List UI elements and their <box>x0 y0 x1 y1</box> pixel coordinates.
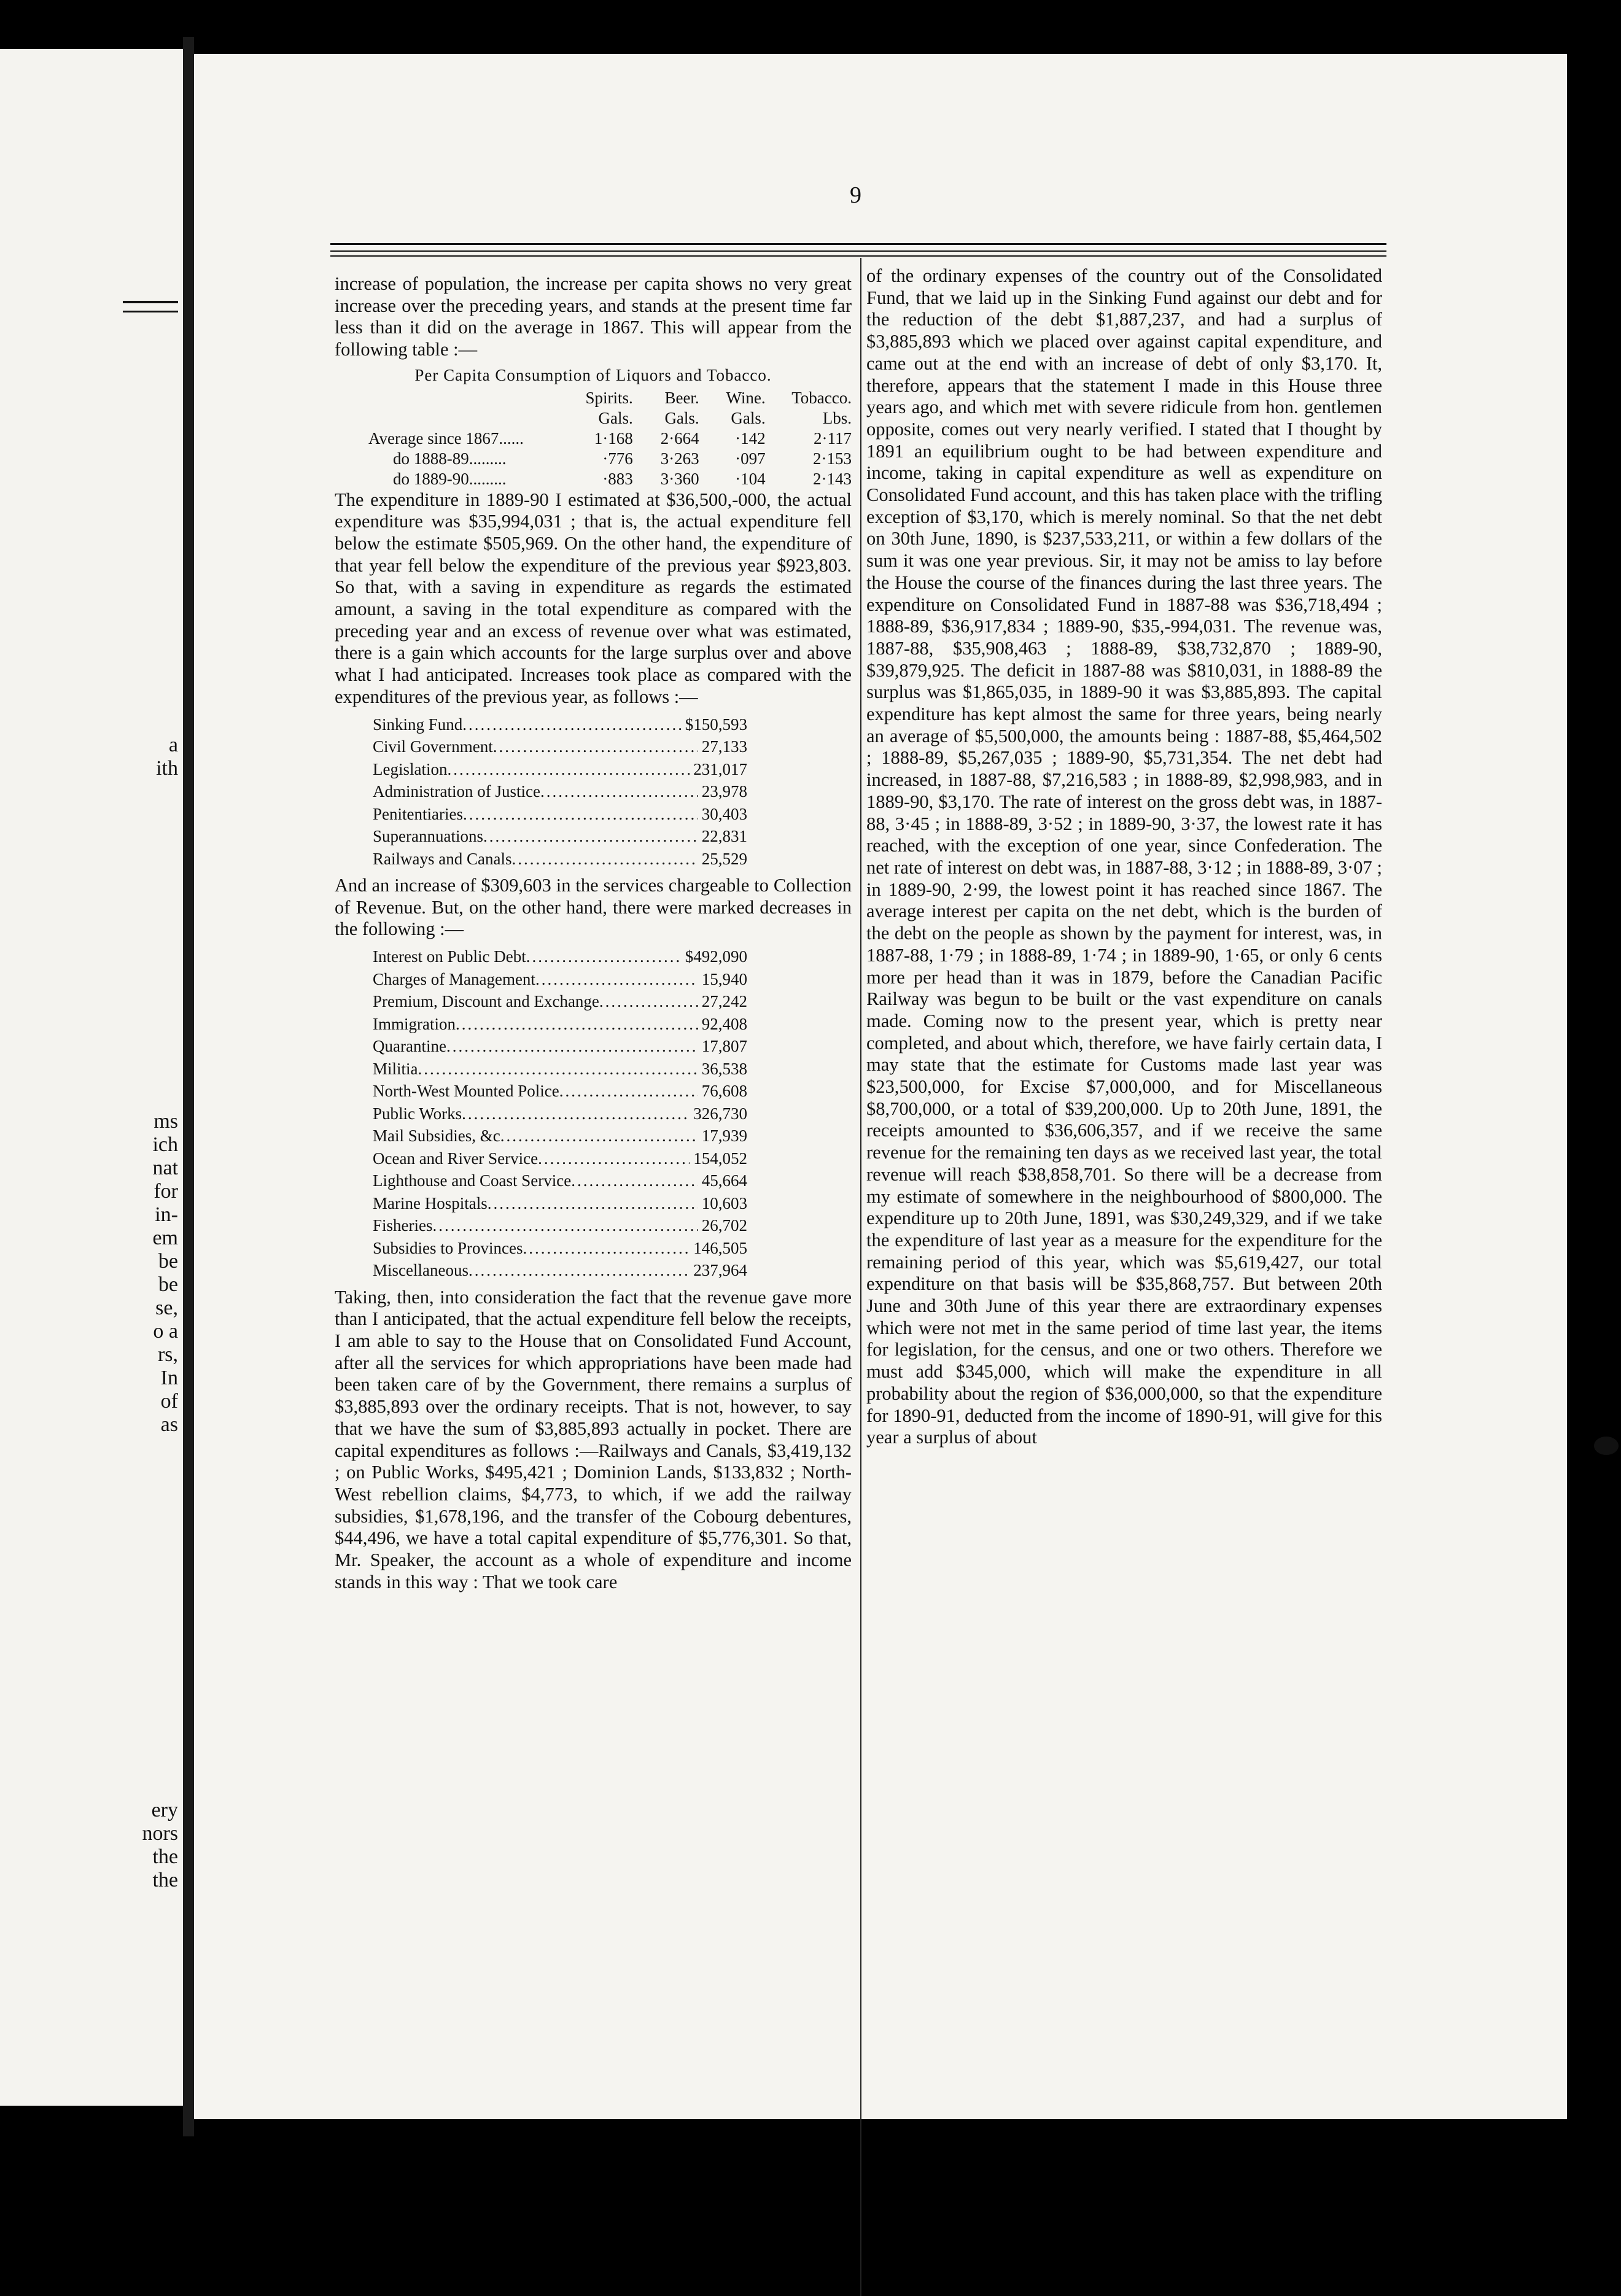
facing-page-word: the <box>152 1845 178 1868</box>
item-label: Legislation <box>373 759 448 778</box>
list-item <box>373 1103 747 1125</box>
item-label: Marine Hospitals <box>373 1193 488 1212</box>
cell-value: ·097 <box>735 449 766 468</box>
list-item <box>373 780 747 803</box>
dot-leader <box>456 1013 698 1036</box>
dot-leader <box>523 1237 690 1260</box>
facing-page-word: ich <box>152 1133 178 1156</box>
dot-leader <box>571 1169 698 1192</box>
row-label: do 1888-89......... <box>393 449 507 468</box>
column-header: Spirits. <box>585 388 633 407</box>
paragraph: And an increase of $309,603 in the services chargeable to Collection of Revenue. But, on the other hand, there were marked decreases in the following :— <box>335 875 852 940</box>
item-value: $492,090 <box>685 947 747 966</box>
item-label: Interest on Public Debt <box>373 947 526 966</box>
table-unit-row <box>335 408 852 429</box>
list-item <box>373 1259 747 1282</box>
dot-leader <box>526 945 682 968</box>
facing-page-word: for <box>154 1180 178 1203</box>
facing-page-word: o a <box>153 1320 178 1343</box>
paragraph: increase of population, the increase per capita shows no very great increase over the preceding years, and stands at the present time far less than it did on the average in 1867. This will appear from the following table :— <box>335 273 852 360</box>
facing-page-word: In <box>160 1367 178 1389</box>
column-header: Tobacco. <box>791 388 852 407</box>
item-label: North-West Mounted Police <box>373 1082 559 1101</box>
dot-leader <box>446 1035 698 1058</box>
facing-page-rule <box>123 301 178 303</box>
cell-value: 1·168 <box>594 429 633 448</box>
cell-value: 2·117 <box>814 429 852 448</box>
item-label: Administration of Justice <box>373 782 540 801</box>
item-value: 17,807 <box>701 1037 747 1056</box>
facing-page-word: of <box>160 1390 178 1413</box>
item-label: Sinking Fund <box>373 715 463 734</box>
item-value: 22,831 <box>701 827 747 846</box>
item-label: Immigration <box>373 1014 456 1033</box>
cell-value: 2·664 <box>660 429 699 448</box>
item-label: Quarantine <box>373 1037 446 1056</box>
dot-leader <box>418 1058 698 1080</box>
row-label: Average since 1867...... <box>368 429 524 448</box>
item-label: Superannuations <box>373 827 483 846</box>
item-value: 26,702 <box>701 1216 747 1235</box>
dot-leader <box>433 1214 698 1237</box>
item-label: Ocean and River Service <box>373 1149 538 1168</box>
paragraph: The expenditure in 1889-90 I estimated at $36,500,-000, the actual expenditure was $35,994,031 ; that is, the actual expenditure fell below the estimate $505,969. On the other hand, the expenditure of that year fell below the expenditure of the previous year $923,803. So that, with a saving in expenditure as regards the estimated amount, a saving in the total expenditure as compared with the preceding year and an excess of revenue over what was estimated, there is a gain which accounts for the large surplus over and above what I had anticipated. Increases took place as compared with the expenditures of the previous year, as follows :— <box>335 489 852 707</box>
table-caption: Per Capita Consumption of Liquors and Tobacco. <box>414 365 772 384</box>
facing-page-fragment <box>0 49 183 2106</box>
item-value: 326,730 <box>693 1104 747 1123</box>
facing-page-word: nat <box>152 1157 178 1179</box>
list-item <box>373 848 747 871</box>
item-value: 237,964 <box>693 1261 747 1280</box>
facing-page-rule <box>123 311 178 312</box>
facing-page-word: rs, <box>157 1343 178 1366</box>
facing-page-word: as <box>160 1413 178 1436</box>
per-capita-table <box>335 388 852 489</box>
table-row <box>335 429 852 449</box>
facing-page-word: ery <box>151 1799 178 1821</box>
list-item <box>373 1035 747 1058</box>
item-label: Miscellaneous <box>373 1261 468 1280</box>
facing-page-word: em <box>152 1227 178 1249</box>
item-value: 25,529 <box>701 849 747 868</box>
column-header: Wine. <box>726 388 766 407</box>
table-header-row <box>335 388 852 408</box>
row-label: do 1889-90......... <box>393 469 507 488</box>
paragraph: Taking, then, into consideration the fact that the revenue gave more than I anticipated, that the actual expenditure fell below the receipts, I am able to say to the House that on Consolidated Fund Account, after all the services for which appropriations have been made had been taken care of by the Government, there remains a surplus of $3,885,893 over the ordinary receipts. That is not, however, to say that we have the sum of $3,885,893 actually in pocket. There are capital expenditures as follows :—Railways and Canals, $3,419,132 ; on Public Works, $495,421 ; Dominion Lands, $133,832 ; North-West rebellion claims, $4,773, to which, if we add the railway subsidies, $1,678,196, and the transfer of the Cobourg debentures, $44,496, we have a total capital expenditure of $5,776,301. So that, Mr. Speaker, the account as a whole of expenditure and income stands in this way : That we took care <box>335 1286 852 1592</box>
facing-page-word: in- <box>155 1203 178 1226</box>
cell-value: ·142 <box>735 429 766 448</box>
item-value: 30,403 <box>701 804 747 823</box>
item-label: Mail Subsidies, &c <box>373 1127 500 1146</box>
list-item <box>373 1169 747 1192</box>
item-value: 27,133 <box>701 737 747 756</box>
list-item <box>373 945 747 968</box>
item-value: 231,017 <box>693 759 747 778</box>
item-value: $150,593 <box>685 715 747 734</box>
list-item <box>373 735 747 758</box>
item-label: Fisheries <box>373 1216 433 1235</box>
dot-leader <box>488 1192 698 1215</box>
dot-leader <box>535 968 698 991</box>
item-label: Subsidies to Provinces <box>373 1238 523 1257</box>
cell-value: 2·143 <box>813 469 852 488</box>
dot-leader <box>599 990 698 1013</box>
dot-leader <box>540 780 698 803</box>
list-item <box>373 1013 747 1036</box>
cell-value: 3·360 <box>660 469 699 488</box>
column-header: Beer. <box>664 388 699 407</box>
list-item <box>373 1192 747 1215</box>
left-column <box>335 273 852 1594</box>
table-row <box>335 469 852 489</box>
book-gutter <box>183 37 194 2136</box>
list-item <box>373 758 747 781</box>
item-value: 17,939 <box>701 1127 747 1146</box>
list-item <box>373 968 747 991</box>
column-unit: Gals. <box>664 408 699 427</box>
item-value: 36,538 <box>701 1059 747 1078</box>
dot-leader <box>538 1147 690 1170</box>
list-item <box>373 1237 747 1260</box>
paragraph: of the ordinary expenses of the country out of the Consolidated Fund, that we laid up in the Sinking Fund against our debt and for the reduction of the debt $1,887,237, and had a surplus of $3,885,893 which we placed over against capital expenditure, and came out at the end with an increase of debt of only $3,170. It, therefore, appears that the statement I made in this House three years ago, and which met with severe ridicule from hon. gentlemen opposite, comes out very nearly verified. I stated that I thought by 1891 an equilibrium ought to be had between expenditure and income, taking in capital expenditure as well as expenditure on Consolidated Fund account, and this has taken place with the trifling exception of $3,170, which is merely nominal. So that the net debt on 30th June, 1890, is $237,533,211, or within a few dollars of the sum it was one year previous. Sir, it may not be amiss to lay before the House the course of the finances during the last three years. The expenditure on Consolidated Fund in 1887-88 was $36,718,494 ; 1888-89, $36,917,834 ; 1889-90, $35,-994,031. The revenue was, 1887-88, $35,908,463 ; 1888-89, $38,732,870 ; 1889-90, $39,879,925. The deficit in 1887-88 was $810,031, in 1888-89 the surplus was $1,865,035, in 1889-90 it was $3,885,893. The capital expenditure has kept almost the same for three years, being nearly an average of $5,500,000, the amounts being : 1887-88, $5,464,502 ; 1888-89, $5,267,035 ; 1889-90, $5,731,354. The net debt had increased, in 1887-88, $7,216,583 ; in 1888-89, $2,998,983, and in 1889-90, $3,170. The rate of interest on the gross debt was, in 1887-88, 3·45 ; in 1888-89, 3·52 ; in 1889-90, 3·37, the lowest rate it has reached, with the exception of one year, since Confederation. The net rate of interest on debt was, in 1887-88, 3·12 ; in 1888-89, 3·07 ; in 1889-90, 2·99, the lowest point it has reached since 1867. The average interest per capita on the net debt, which is the burden of the debt on the people as shown by the payment for interest, was, in 1887-88, 1·79 ; in 1888-89, 1·74 ; in 1889-90, 1·65, or only 6 cents more per head than it was in 1879, before the Canadian Pacific Railway was begun to be built or the vast expenditure on canals made. Coming now to the present year, which is pretty near completed, and about which, therefore, we have fairly certain data, I may state that the estimate for Customs made last year was $23,500,000, for Excise $7,000,000, and for Miscellaneous $8,700,000, or a total of $39,200,000. Up to 20th June, 1891, the receipts amounted to $36,606,357, and if we receive the same revenue for the remaining ten days as we received last year, the total revenue will reach $38,858,701. So there will be a decrease from my estimate of somewhere in the neighbourhood of $800,000. The expenditure up to 20th June, 1891, was $30,249,329, and if we take the expenditure of last year as a measure for the expenditure for the remaining period of this year, which was $5,619,427, our total expenditure on that basis will be $35,868,757. But between 20th June and 30th June of this year there are extraordinary expenses which were not met in the same period of time last year, the items for legislation, for the census, and one or two others. Therefore we must add $345,000, which will make the expenditure in all probability about the region of $36,000,000, so that the expenditure for 1890-91, deducted from the income of 1890-91, will give for this year a surplus of about <box>866 265 1382 1448</box>
cell-value: ·776 <box>602 449 633 468</box>
dot-leader <box>463 803 698 826</box>
facing-page-word: nors <box>142 1822 178 1845</box>
right-column <box>866 265 1382 1449</box>
dot-leader <box>462 713 681 736</box>
dot-leader <box>462 1103 690 1125</box>
dot-leader <box>447 758 690 781</box>
item-label: Penitentiaries <box>373 804 463 823</box>
cell-value: ·883 <box>602 469 633 488</box>
item-value: 10,603 <box>701 1193 747 1212</box>
list-item <box>373 825 747 848</box>
item-label: Premium, Discount and Exchange <box>373 992 599 1011</box>
dot-leader <box>468 1259 690 1282</box>
increases-list <box>373 713 747 871</box>
column-unit: Gals. <box>598 408 633 427</box>
column-unit: Gals. <box>731 408 766 427</box>
item-label: Charges of Management <box>373 969 535 988</box>
facing-page-word: ms <box>154 1110 178 1133</box>
header-rule <box>330 255 1386 257</box>
dot-leader <box>483 825 698 848</box>
item-label: Public Works <box>373 1104 462 1123</box>
facing-page-word: ith <box>156 757 178 780</box>
item-value: 76,608 <box>701 1082 747 1101</box>
facing-page-word: be <box>158 1250 178 1273</box>
facing-page-word: se, <box>155 1297 178 1319</box>
list-item <box>373 990 747 1013</box>
item-value: 45,664 <box>701 1171 747 1190</box>
list-item <box>373 1080 747 1103</box>
item-label: Civil Government <box>373 737 493 756</box>
list-item <box>373 1147 747 1170</box>
item-label: Lighthouse and Coast Service <box>373 1171 572 1190</box>
table-row <box>335 449 852 469</box>
item-value: 92,408 <box>701 1014 747 1033</box>
column-separator <box>860 258 861 2296</box>
cell-value: ·104 <box>735 469 766 488</box>
list-item <box>373 1214 747 1237</box>
column-unit: Lbs. <box>822 408 852 427</box>
item-label: Railways and Canals <box>373 849 512 868</box>
cell-value: 2·153 <box>813 449 852 468</box>
list-item <box>373 1125 747 1147</box>
list-item <box>373 803 747 826</box>
dot-leader <box>493 735 698 758</box>
item-value: 27,242 <box>701 992 747 1011</box>
item-value: 154,052 <box>693 1149 747 1168</box>
decreases-list <box>373 945 747 1282</box>
dot-leader <box>500 1125 698 1147</box>
dot-leader <box>511 848 698 871</box>
item-value: 23,978 <box>701 782 747 801</box>
facing-page-word: be <box>158 1273 178 1296</box>
list-item <box>373 1058 747 1080</box>
facing-page-word: a <box>168 734 178 756</box>
item-value: 15,940 <box>701 969 747 988</box>
facing-page-word: the <box>152 1869 178 1891</box>
dot-leader <box>559 1080 698 1103</box>
item-value: 146,505 <box>693 1238 747 1257</box>
header-rule <box>330 243 1386 245</box>
cell-value: 3·263 <box>660 449 699 468</box>
ink-blot <box>1594 1437 1619 1455</box>
item-label: Militia <box>373 1059 418 1078</box>
list-item <box>373 713 747 736</box>
header-rule <box>330 250 1386 252</box>
page-number: 9 <box>850 182 861 208</box>
